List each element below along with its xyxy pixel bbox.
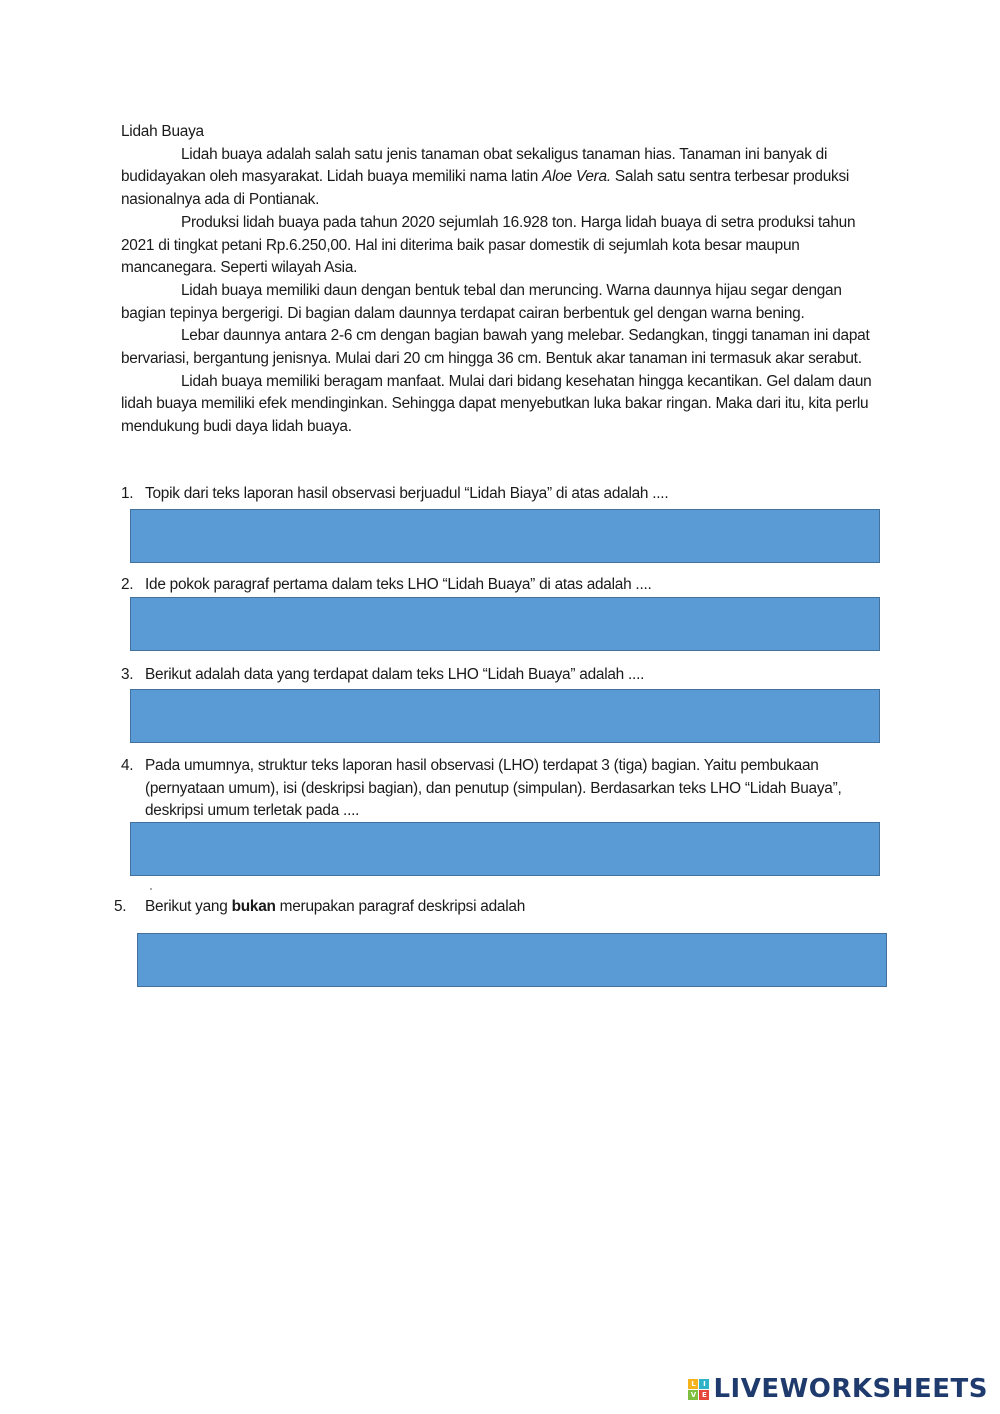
answer-box-3[interactable] — [130, 689, 880, 743]
stray-mark — [150, 888, 152, 890]
paragraph-1-text-end: Salah satu sentra terbesar produksi nasionalnya ada di Pontianak. — [121, 168, 850, 209]
question-2 — [121, 574, 871, 597]
question-5 — [114, 896, 871, 919]
question-text: Topik dari teks laporan hasil observasi berjuadul “Lidah Biaya” di atas adalah .... — [145, 485, 669, 502]
paragraph-4: Lebar daunnya antara 2-6 cm dengan bagian bawah yang melebar. Sedangkan, tinggi tanaman ini dapat bervariasi, bergantung jenisnya. Mulai dari 20 cm hingga 36 cm. Bentuk akar tanaman ini termasuk akar serabut. — [121, 327, 870, 368]
question-text: Ide pokok paragraf pertama dalam teks LHO “Lidah Buaya” di atas adalah .... — [145, 576, 652, 593]
logo-letter-i: I — [699, 1379, 709, 1389]
answer-box-4[interactable] — [130, 822, 880, 876]
question-number: 2. — [121, 576, 134, 593]
question-text — [145, 896, 871, 919]
question-number: 5. — [114, 898, 127, 915]
question-text: Pada umumnya, struktur teks laporan hasil observasi (LHO) terdapat 3 (tiga) bagian. Yaitu pembukaan (pernyataan umum), isi (deskripsi bagian), dan penutup (simpulan). Berdasarkan teks LHO “Lidah Buaya”, deskripsi umum terletak pada .... — [145, 757, 842, 820]
question-number: 3. — [121, 666, 134, 683]
latin-name: Aloe Vera. — [542, 168, 611, 186]
answer-box-2[interactable] — [130, 597, 880, 651]
liveworksheets-logo — [688, 1374, 988, 1404]
passage-title: Lidah Buaya — [121, 123, 204, 140]
question-1 — [121, 483, 871, 506]
paragraph-2: Produksi lidah buaya pada tahun 2020 sejumlah 16.928 ton. Harga lidah buaya di setra produksi tahun 2021 di tingkat petani Rp.6.250,00. Hal ini diterima baik pasar domestik di sejumlah kota besar maupun mancanegara. Seperti wilayah Asia. — [121, 213, 856, 277]
logo-letter-l: L — [688, 1379, 698, 1389]
question-3 — [121, 664, 871, 687]
paragraph-1-text: Lidah buaya adalah salah satu jenis tanaman obat sekaligus tanaman hias. Tanaman ini banyak di budidayakan oleh masyarakat. Lidah buaya memiliki nama latin — [121, 145, 828, 186]
logo-letter-v: V — [688, 1390, 698, 1400]
question-number: 1. — [121, 485, 134, 502]
logo-wordmark: LIVEWORKSHEETS — [713, 1374, 988, 1404]
reading-passage — [121, 121, 881, 439]
question-text: Berikut adalah data yang terdapat dalam teks LHO “Lidah Buaya” adalah .... — [145, 666, 645, 683]
emphasis-word: bukan — [231, 898, 276, 915]
question-4 — [121, 755, 871, 823]
question-text-end: merupakan paragraf deskripsi adalah — [275, 898, 526, 915]
question-number: 4. — [121, 757, 134, 774]
question-text-start: Berikut yang — [145, 898, 232, 915]
logo-mark-icon — [688, 1379, 709, 1400]
answer-box-5[interactable] — [137, 933, 887, 987]
paragraph-5: Lidah buaya memiliki beragam manfaat. Mulai dari bidang kesehatan hingga kecantikan. Gel dalam daun lidah buaya memiliki efek mendinginkan. Sehingga dapat menyebutkan luka bakar ringan. Maka dari itu, kita perlu mendukung budi daya lidah buaya. — [121, 372, 872, 436]
paragraph-3: Lidah buaya memiliki daun dengan bentuk tebal dan meruncing. Warna daunnya hijau segar dengan bagian tepinya bergerigi. Di bagian dalam daunnya terdapat cairan berbentuk gel dengan warna bening. — [121, 281, 842, 322]
paragraph-1 — [121, 144, 881, 212]
answer-box-1[interactable] — [130, 509, 880, 563]
logo-letter-e: E — [699, 1390, 709, 1400]
